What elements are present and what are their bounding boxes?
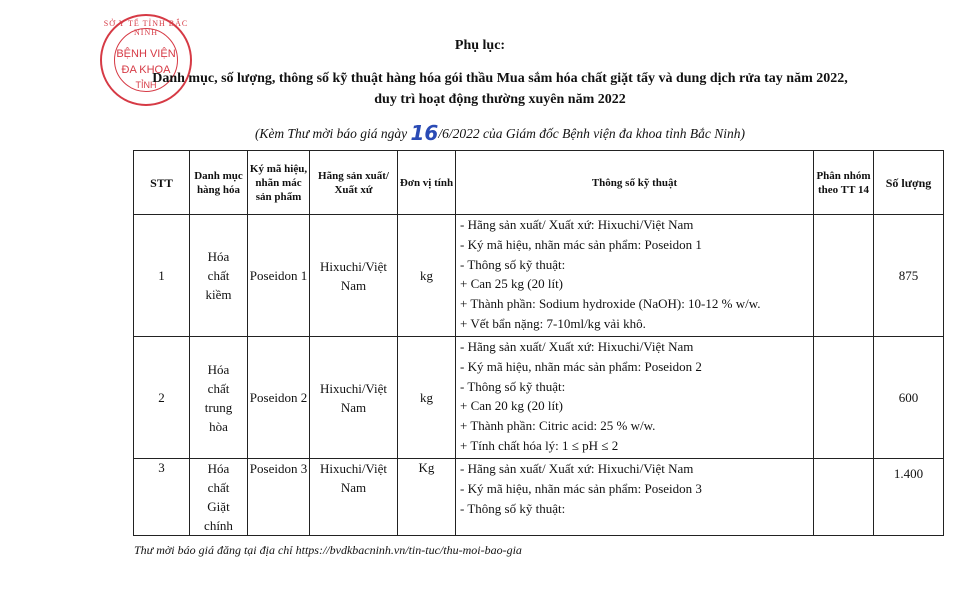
cell-group (814, 459, 874, 536)
table-row (134, 337, 944, 459)
cell-unit: Kg (398, 459, 456, 536)
cell-stt: 1 (134, 215, 190, 337)
appendix-heading: Phụ lục: (454, 38, 506, 53)
header-stt: STT (134, 151, 190, 215)
cell-unit: kg (398, 337, 456, 459)
cell-maker: Hixuchi/Việt Nam (310, 215, 398, 337)
spec-line: + Vết bẩn nặng: 7-10ml/kg vải khô. (460, 315, 646, 331)
spec-line: - Hãng sản xuất/ Xuất xứ: Hixuchi/Việt Nam (460, 339, 694, 354)
footer-note: Thư mời báo giá đăng tại địa chỉ https://bvdkbacninh.vn/tin-tuc/thu-moi-bao-gia (134, 543, 522, 557)
handwritten-day: 16 (410, 121, 439, 145)
spec-line: - Ký mã hiệu, nhãn mác sản phẩm: Poseidon 2 (460, 358, 702, 374)
spec-line: - Hãng sản xuất/ Xuất xứ: Hixuchi/Việt Nam (460, 217, 694, 232)
header-group: Phân nhóm theo TT 14 (814, 151, 874, 215)
cell-spec (456, 337, 814, 459)
header-qty: Số lượng (874, 151, 944, 215)
cell-category: Hóa chất trung hòa (190, 337, 248, 459)
spec-line: - Thông số kỹ thuật: (460, 256, 566, 272)
header-category: Danh mục hàng hóa (190, 151, 248, 215)
header-unit: Đơn vị tính (398, 151, 456, 215)
cell-group (814, 337, 874, 459)
spec-line: - Ký mã hiệu, nhãn mác sản phẩm: Poseidon 1 (460, 236, 702, 252)
table-row (134, 459, 944, 536)
cell-category: Hóa chất kiềm (190, 215, 248, 337)
cell-maker: Hixuchi/Việt Nam (310, 459, 398, 536)
spec-line: + Can 25 kg (20 lít) (460, 276, 564, 292)
spec-line: + Thành phần: Sodium hydroxide (NaOH): 10-12 % w/w. (460, 296, 761, 312)
cell-category: Hóa chất Giặt chính (190, 459, 248, 536)
spec-line: + Can 20 kg (20 lít) (460, 398, 564, 414)
cell-qty: 1.400 (874, 459, 944, 536)
spec-line: - Thông số kỹ thuật: (460, 500, 566, 516)
spec-line: + Thành phần: Citric acid: 25 % w/w. (460, 418, 656, 434)
subtitle-prefix: (Kèm Thư mời báo giá ngày (254, 126, 411, 141)
stamp-line-3: TỈNH (135, 80, 157, 90)
cell-qty: 600 (874, 337, 944, 459)
cell-stt: 2 (134, 337, 190, 459)
header-code: Ký mã hiệu, nhãn mác sản phẩm (248, 151, 310, 215)
cell-spec (456, 459, 814, 536)
cell-stt: 3 (134, 459, 190, 536)
spec-line: - Thông số kỹ thuật: (460, 378, 566, 394)
cell-code: Poseidon 3 (248, 459, 310, 536)
cell-qty: 875 (874, 215, 944, 337)
cell-group (814, 215, 874, 337)
spec-line: + Tính chất hóa lý: 1 ≤ pH ≤ 2 (460, 437, 619, 453)
table-header-row (134, 151, 944, 215)
stamp-ring-text: SỞ Y TẾ TỈNH BẮC NINH (103, 19, 189, 37)
cell-code: Poseidon 2 (248, 337, 310, 459)
cell-code: Poseidon 1 (248, 215, 310, 337)
subtitle-suffix: /6/2022 của Giám đốc Bệnh viện đa khoa tỉnh Bắc Ninh) (438, 126, 746, 141)
goods-table (133, 150, 944, 536)
stamp-line-1: BỆNH VIỆN (116, 48, 176, 60)
stamp-line-2: ĐA KHOA (121, 64, 171, 76)
spec-line: - Ký mã hiệu, nhãn mác sản phẩm: Poseidon 3 (460, 480, 702, 496)
header-maker: Hãng sản xuất/ Xuất xứ (310, 151, 398, 215)
document-title-line-1: Danh mục, số lượng, thông số kỹ thuật hàng hóa gói thầu Mua sắm hóa chất giặt tẩy và dung dịch rửa tay năm 2022, (152, 71, 848, 86)
document-title-line-2: duy trì hoạt động thường xuyên năm 2022 (374, 92, 626, 107)
spec-line: - Hãng sản xuất/ Xuất xứ: Hixuchi/Việt Nam (460, 461, 694, 476)
table-row (134, 215, 944, 337)
cell-unit: kg (398, 215, 456, 337)
cell-spec (456, 215, 814, 337)
cell-maker: Hixuchi/Việt Nam (310, 337, 398, 459)
document-subtitle (0, 121, 960, 145)
header-spec: Thông số kỹ thuật (456, 151, 814, 215)
